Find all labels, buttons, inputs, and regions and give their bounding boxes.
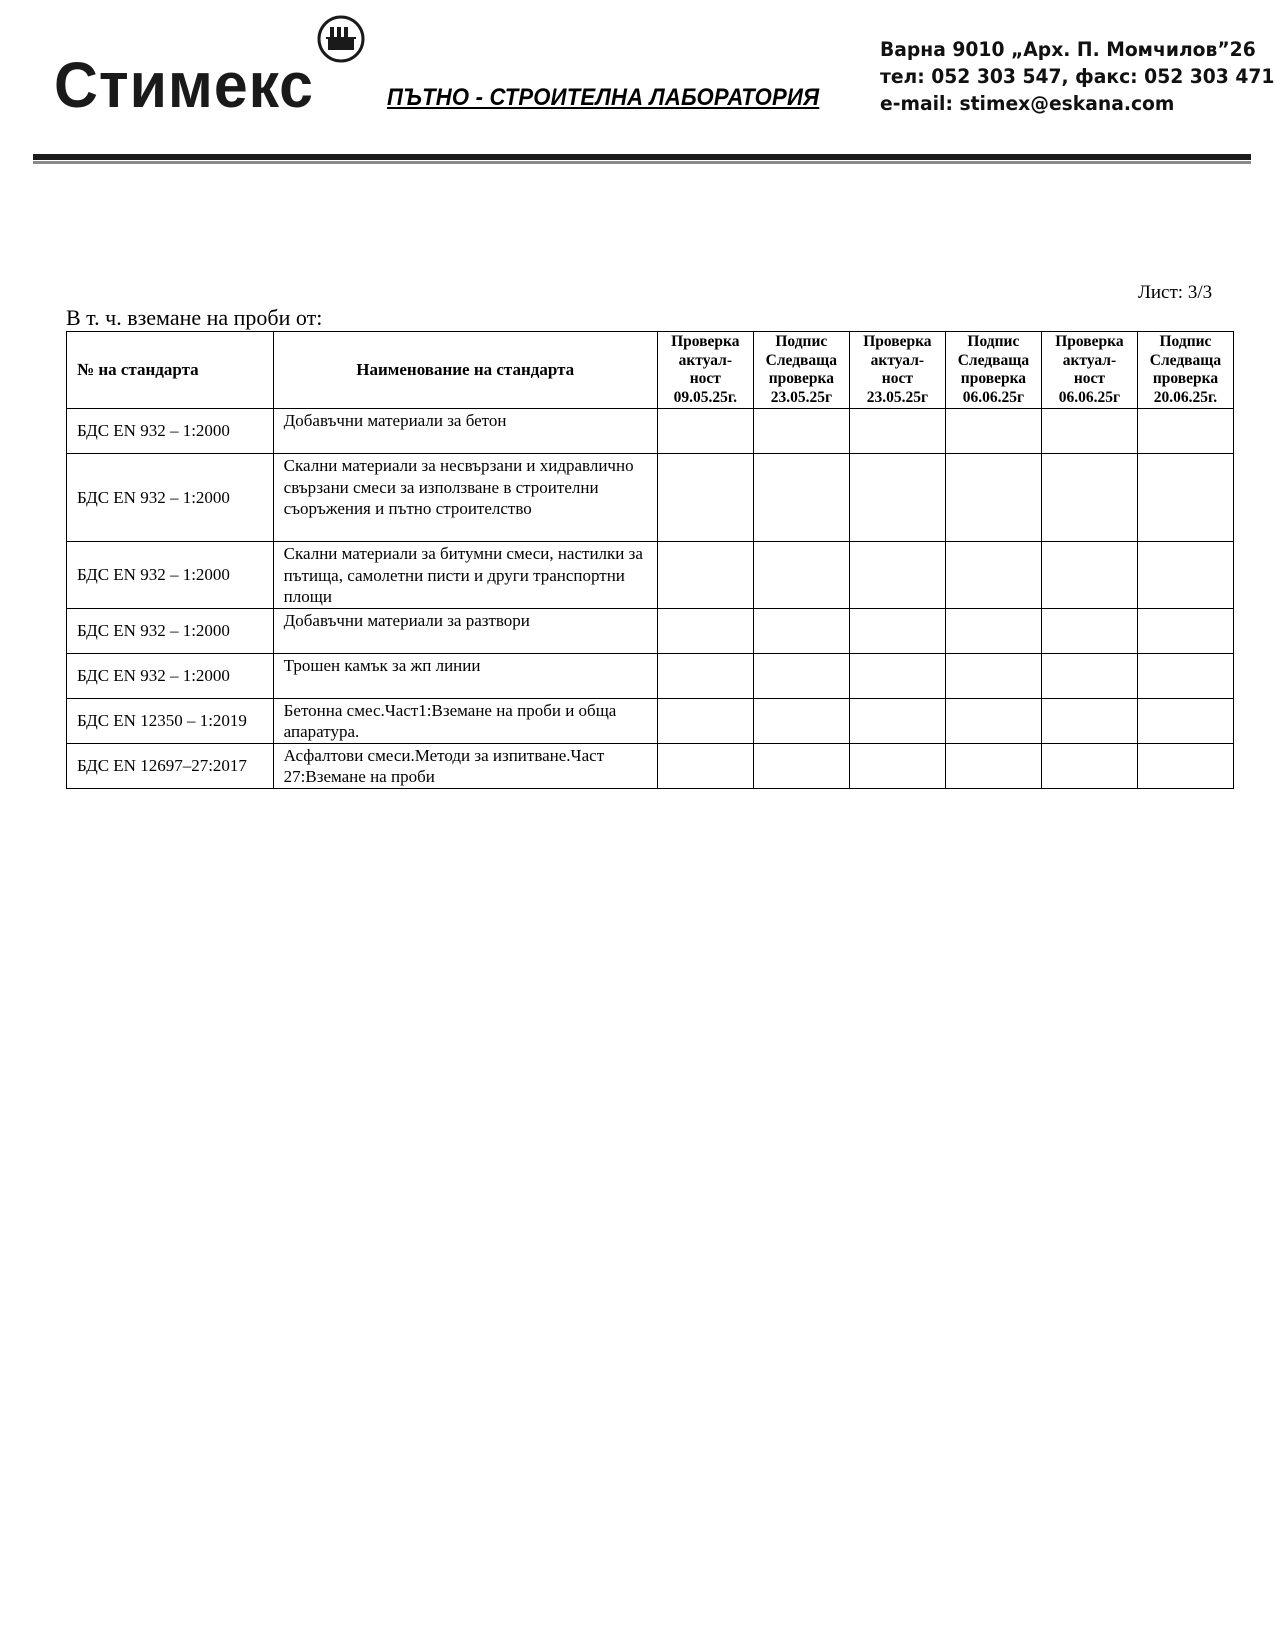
header-check-1: Проверка актуал- ност 09.05.25г. <box>657 332 753 409</box>
header-check-4: Подпис Следваща проверка 06.06.25г <box>945 332 1041 409</box>
email-line: e-mail: stimex@eskana.com <box>880 92 1175 115</box>
header-standard-name: Наименование на стандарта <box>273 332 657 409</box>
header-check-6: Подпис Следваща проверка 20.06.25г. <box>1137 332 1233 409</box>
check-cell <box>849 409 945 454</box>
check-cell <box>945 542 1041 609</box>
check-cell <box>657 608 753 653</box>
check-cell <box>945 698 1041 743</box>
check-cell <box>1137 743 1233 788</box>
check-cell <box>945 743 1041 788</box>
standard-name-cell: Добавъчни материали за разтвори <box>273 608 657 653</box>
check-cell <box>753 743 849 788</box>
check-cell <box>753 653 849 698</box>
sheet-number: Лист: 3/3 <box>1138 282 1213 303</box>
standard-name-cell: Добавъчни материали за бетон <box>273 409 657 454</box>
standard-number-cell: БДС EN 932 – 1:2000 <box>67 542 274 609</box>
factory-emblem-icon <box>316 14 366 64</box>
check-cell <box>1041 454 1137 542</box>
check-cell <box>753 454 849 542</box>
address-line: Варна 9010 „Арх. П. Момчилов”26 <box>880 38 1256 61</box>
table-row <box>67 743 1234 788</box>
check-cell <box>657 454 753 542</box>
section-title: В т. ч. вземане на проби от: <box>66 305 323 330</box>
standard-number-cell: БДС EN 12350 – 1:2019 <box>67 698 274 743</box>
standard-number-cell: БДС EN 932 – 1:2000 <box>67 608 274 653</box>
standard-name-cell: Скални материали за несвързани и хидравлично свързани смеси за използване в строителни съоръжения и пътно строителство <box>273 454 657 542</box>
header-check-3: Проверка актуал- ност 23.05.25г <box>849 332 945 409</box>
check-cell <box>753 698 849 743</box>
logo-wordmark: Стимекс <box>54 49 314 121</box>
standard-number-cell: БДС EN 932 – 1:2000 <box>67 409 274 454</box>
check-cell <box>849 454 945 542</box>
standard-name-cell: Трошен камък за жп линии <box>273 653 657 698</box>
header-check-2: Подпис Следваща проверка 23.05.25г <box>753 332 849 409</box>
standard-number-cell: БДС EN 12697–27:2017 <box>67 743 274 788</box>
check-cell <box>753 542 849 609</box>
table-row <box>67 653 1234 698</box>
standard-name-cell: Скални материали за битумни смеси, настилки за пътища, самолетни писти и други транспортни площи <box>273 542 657 609</box>
check-cell <box>1041 698 1137 743</box>
check-cell <box>753 409 849 454</box>
check-cell <box>849 698 945 743</box>
check-cell <box>945 653 1041 698</box>
check-cell <box>1041 608 1137 653</box>
check-cell <box>1137 542 1233 609</box>
check-cell <box>945 409 1041 454</box>
standard-name-cell: Асфалтови смеси.Методи за изпитване.Част 27:Вземане на проби <box>273 743 657 788</box>
check-cell <box>1137 608 1233 653</box>
check-cell <box>849 542 945 609</box>
header-check-5: Проверка актуал- ност 06.06.25г <box>1041 332 1137 409</box>
phone-fax-line: тел: 052 303 547, факс: 052 303 471 <box>880 65 1275 88</box>
check-cell <box>657 743 753 788</box>
contact-block <box>880 36 1275 117</box>
check-cell <box>849 743 945 788</box>
header-divider-shadow <box>33 161 1251 164</box>
table-row <box>67 608 1234 653</box>
table-row <box>67 698 1234 743</box>
table-row <box>67 454 1234 542</box>
standard-number-cell: БДС EN 932 – 1:2000 <box>67 454 274 542</box>
check-cell <box>657 698 753 743</box>
table-row <box>67 409 1234 454</box>
check-cell <box>1137 653 1233 698</box>
check-cell <box>657 542 753 609</box>
laboratory-title: ПЪТНО - СТРОИТЕЛНА ЛАБОРАТОРИЯ <box>387 84 820 111</box>
standards-table <box>66 331 1234 789</box>
check-cell <box>945 454 1041 542</box>
check-cell <box>1041 409 1137 454</box>
check-cell <box>657 653 753 698</box>
check-cell <box>1137 454 1233 542</box>
company-logo <box>54 10 364 120</box>
check-cell <box>849 653 945 698</box>
header-standard-number: № на стандарта <box>67 332 274 409</box>
check-cell <box>1041 542 1137 609</box>
check-cell <box>945 608 1041 653</box>
check-cell <box>849 608 945 653</box>
check-cell <box>1041 743 1137 788</box>
check-cell <box>1041 653 1137 698</box>
standard-number-cell: БДС EN 932 – 1:2000 <box>67 653 274 698</box>
check-cell <box>1137 409 1233 454</box>
header-divider <box>33 154 1251 160</box>
check-cell <box>753 608 849 653</box>
check-cell <box>657 409 753 454</box>
table-row <box>67 542 1234 609</box>
standard-name-cell: Бетонна смес.Част1:Вземане на проби и обща апаратура. <box>273 698 657 743</box>
check-cell <box>1137 698 1233 743</box>
table-header-row <box>67 332 1234 409</box>
